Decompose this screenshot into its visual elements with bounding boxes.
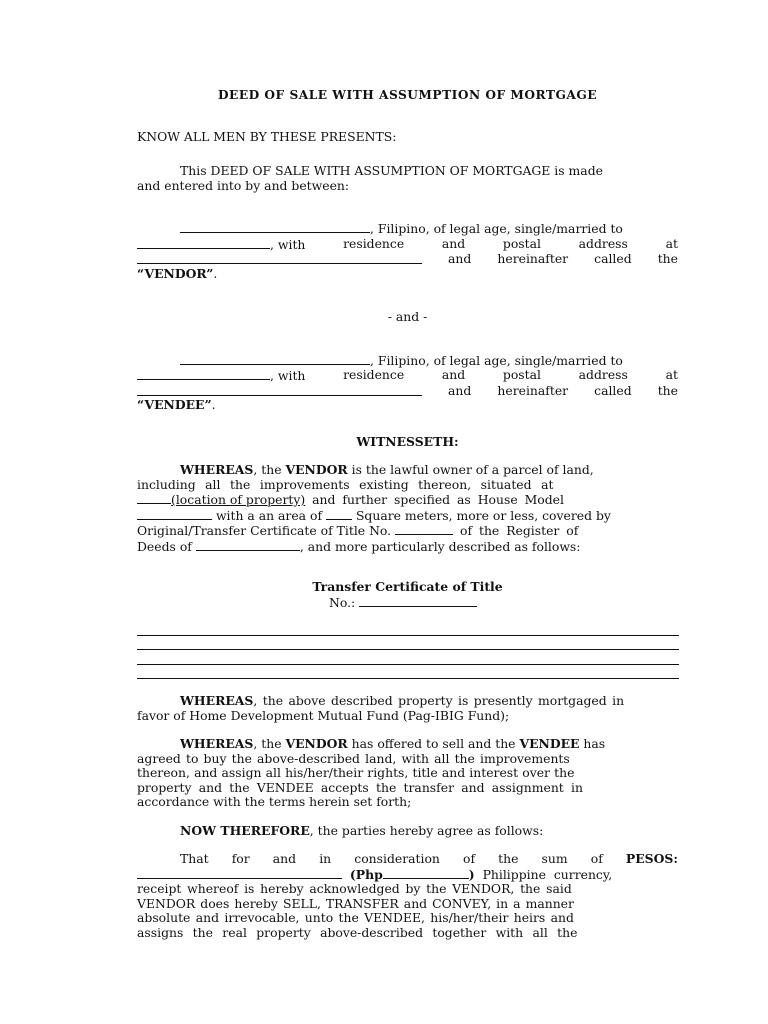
description-line-4[interactable] [137, 665, 679, 680]
vendee-line-2: , with residence and postal address at [137, 368, 678, 384]
whereas-3-line-3: thereon, and assign all his/her/their rights, title and interest over the [137, 765, 575, 780]
description-line-2[interactable] [137, 636, 679, 651]
now-therefore-line: NOW THEREFORE, the parties hereby agree as follows: [180, 822, 544, 838]
intro-line-2: and entered into by and between: [137, 177, 350, 193]
consideration-line-6: assigns the real property above-described together with all the [137, 924, 578, 940]
consideration-line-1: That for and in consideration of the sum of PESOS: [180, 851, 678, 866]
consideration-line-2: (Php ) Philippine currency, [137, 867, 678, 883]
consideration-paragraph [137, 852, 678, 940]
whereas-1-paragraph [137, 463, 678, 554]
vendee-name-blank[interactable] [180, 353, 370, 365]
whereas-1-line-3: (location of property) and further specified as House Model [137, 492, 678, 508]
intro-paragraph [137, 164, 678, 193]
vendor-name-blank[interactable] [180, 221, 370, 233]
vendor-line-1: , Filipino, of legal age, single/married to [137, 221, 678, 237]
whereas-1-line-5: Original/Transfer Certificate of Title No. of the Register of [137, 523, 579, 538]
location-of-property: (location of property) [171, 492, 306, 507]
whereas-3-line-4: property and the VENDEE accepts the transfer and assignment in [137, 779, 583, 795]
and-separator: - and - [387, 309, 428, 324]
vendor-label-line: “VENDOR”. [137, 265, 218, 281]
area-blank[interactable] [326, 508, 352, 520]
vendor-line-3: and hereinafter called the [137, 252, 678, 267]
whereas-1-line-4: with a an area of Square meters, more or less, covered by [137, 508, 678, 524]
vendor-party-block [137, 221, 678, 281]
consideration-line-4: VENDOR does hereby SELL, TRANSFER and CONVEY, in a manner [137, 895, 574, 911]
whereas-3-line-5: accordance with the terms herein set forth; [137, 794, 412, 809]
location-blank[interactable] [137, 492, 171, 504]
vendee-address-blank[interactable] [137, 384, 422, 396]
consideration-line-5: absolute and irrevocable, unto the VENDEE, his/her/their heirs and [137, 910, 574, 925]
whereas-1-line-6: Deeds of , and more particularly described as follows: [137, 538, 581, 554]
whereas-3-line-1: WHEREAS, the VENDOR has offered to sell and the VENDEE has [180, 736, 606, 751]
witnesseth-heading: WITNESSETH: [356, 433, 459, 449]
deeds-of-blank[interactable] [196, 539, 300, 551]
vendee-label-line: “VENDEE”. [137, 397, 216, 412]
description-line-1[interactable] [137, 621, 679, 636]
tct-number-blank[interactable] [359, 595, 477, 607]
vendor-spouse-blank[interactable] [137, 237, 270, 249]
whereas-2-line-2: favor of Home Development Mutual Fund (Pag-IBIG Fund); [137, 707, 510, 723]
whereas-1-line-1: WHEREAS, the VENDOR is the lawful owner of a parcel of land, [180, 462, 594, 477]
whereas-2-paragraph [137, 694, 678, 723]
consideration-line-3: receipt whereof is hereby acknowledged by the VENDOR, the said [137, 881, 572, 896]
vendee-line-1: , Filipino, of legal age, single/married to [137, 353, 678, 369]
vendor-address-blank[interactable] [137, 252, 422, 264]
document-title: DEED OF SALE WITH ASSUMPTION OF MORTGAGE [217, 88, 598, 102]
vendee-party-block [137, 353, 678, 413]
whereas-2-line-1: WHEREAS, the above described property is presently mortgaged in [180, 693, 625, 708]
vendee-line-3: and hereinafter called the [137, 384, 678, 399]
vendee-spouse-blank[interactable] [137, 368, 270, 380]
tct-number-line: No.: [137, 595, 678, 611]
intro-line-1: This DEED OF SALE WITH ASSUMPTION OF MORTGAGE is made [180, 163, 603, 178]
whereas-1-line-2: including all the improvements existing thereon, situated at [137, 476, 554, 492]
title-no-blank[interactable] [395, 523, 453, 535]
pesos-words-blank[interactable] [137, 867, 342, 879]
whereas-3-line-2: agreed to buy the above-described land, with all the improvements [137, 750, 570, 766]
house-model-blank[interactable] [137, 508, 212, 520]
description-line-3[interactable] [137, 650, 679, 665]
tct-heading: Transfer Certificate of Title [312, 579, 503, 594]
description-lines [137, 621, 678, 679]
whereas-3-paragraph [137, 737, 678, 810]
php-amount-blank[interactable] [383, 867, 469, 879]
know-all-line: KNOW ALL MEN BY THESE PRESENTS: [137, 128, 397, 144]
vendor-line-2: , with residence and postal address at [137, 237, 678, 253]
